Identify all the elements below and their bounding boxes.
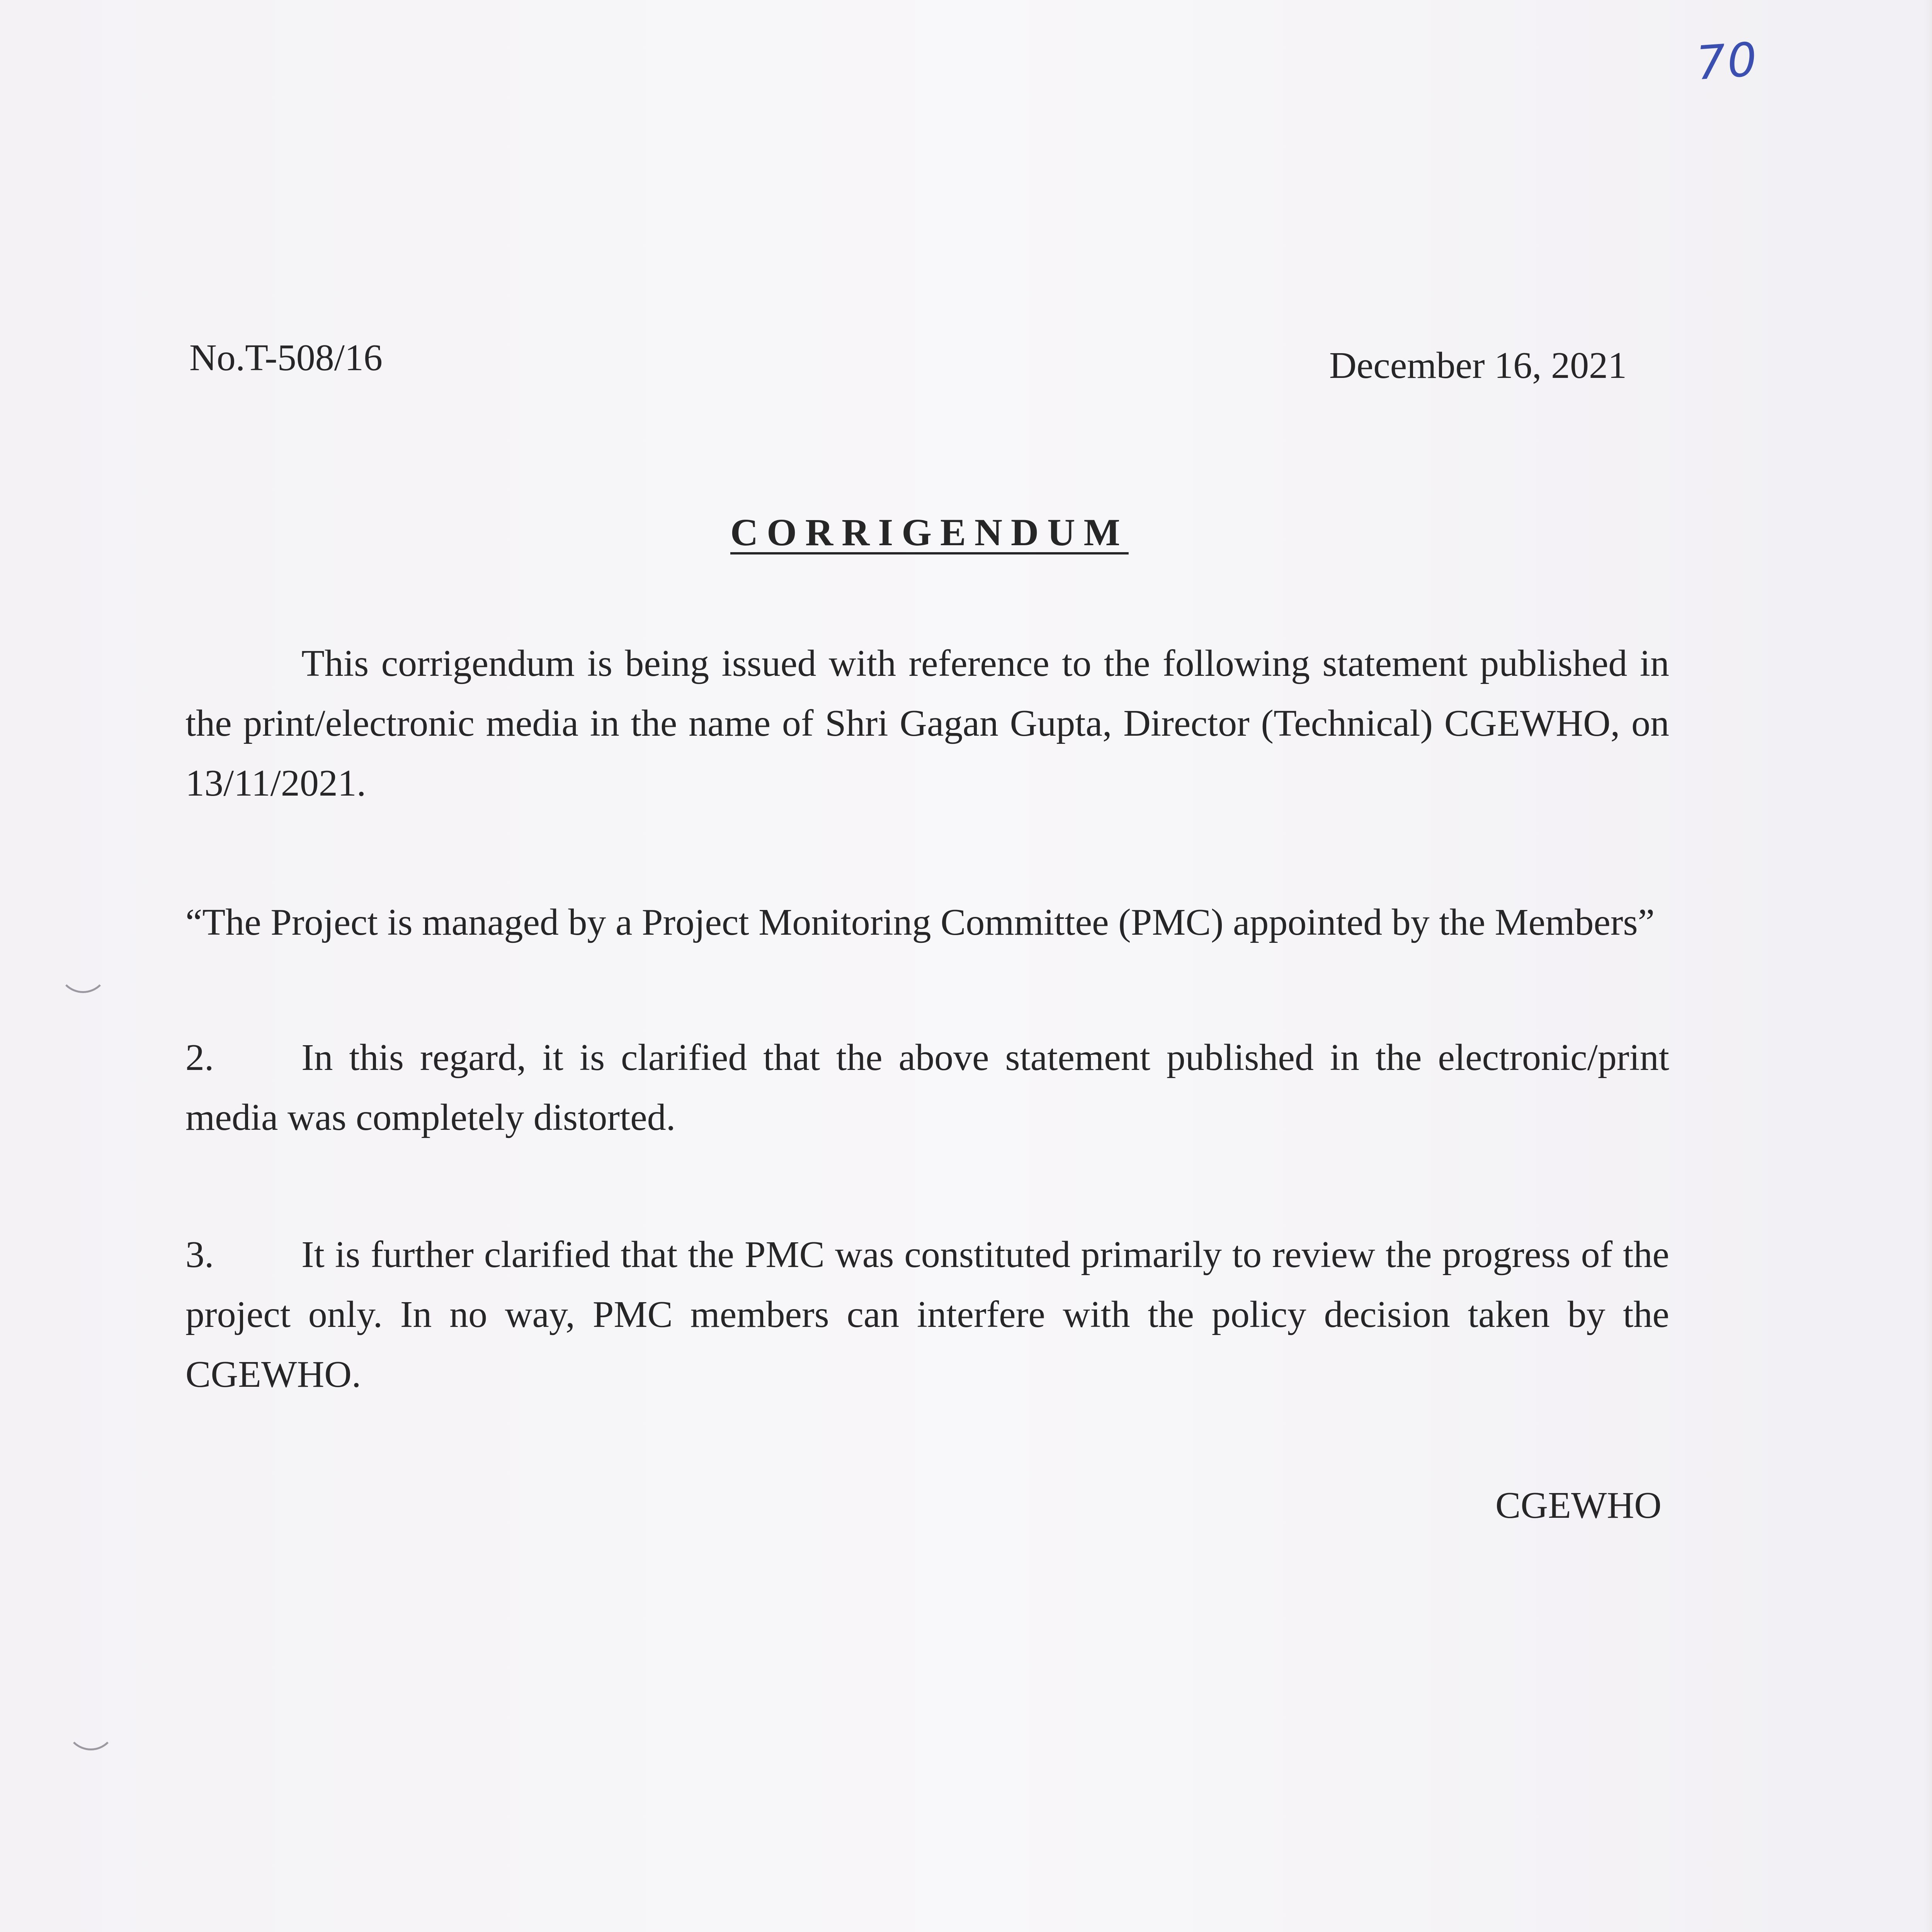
punch-hole-mark: [66, 1700, 116, 1750]
paragraph-3-number: 3.: [185, 1234, 214, 1276]
punch-hole-mark: [58, 943, 108, 993]
intro-paragraph: This corrigendum is being issued with reference to the following statement published in the print/electronic media in the name of Shri Gagan Gupta, Director (Technical) CGEWHO, on 13/11/2021.: [185, 643, 1669, 804]
paragraph-3-text: It is further clarified that the PMC was constituted primarily to review the progress of the project only. In no way, PMC members can interfere with the policy decision taken by the CGEWHO.: [185, 1234, 1669, 1395]
paragraph-2-number: 2.: [185, 1037, 214, 1078]
paragraph-2: [185, 1028, 1669, 1148]
document-title: CORRIGENDUM: [730, 511, 1129, 554]
quoted-statement: “The Project is managed by a Project Monitoring Committee (PMC) appointed by the Members”: [185, 901, 1655, 943]
page-edge-shadow: [1924, 0, 1932, 1932]
signature-block: CGEWHO: [1495, 1485, 1662, 1526]
paragraph-2-text: In this regard, it is clarified that the above statement published in the electronic/print media was completely distorted.: [185, 1037, 1669, 1138]
document-date: December 16, 2021: [1329, 345, 1627, 386]
reference-number: No.T-508/16: [189, 337, 383, 379]
paragraph-3: [185, 1225, 1669, 1405]
handwritten-page-number: 70: [1694, 32, 1760, 91]
